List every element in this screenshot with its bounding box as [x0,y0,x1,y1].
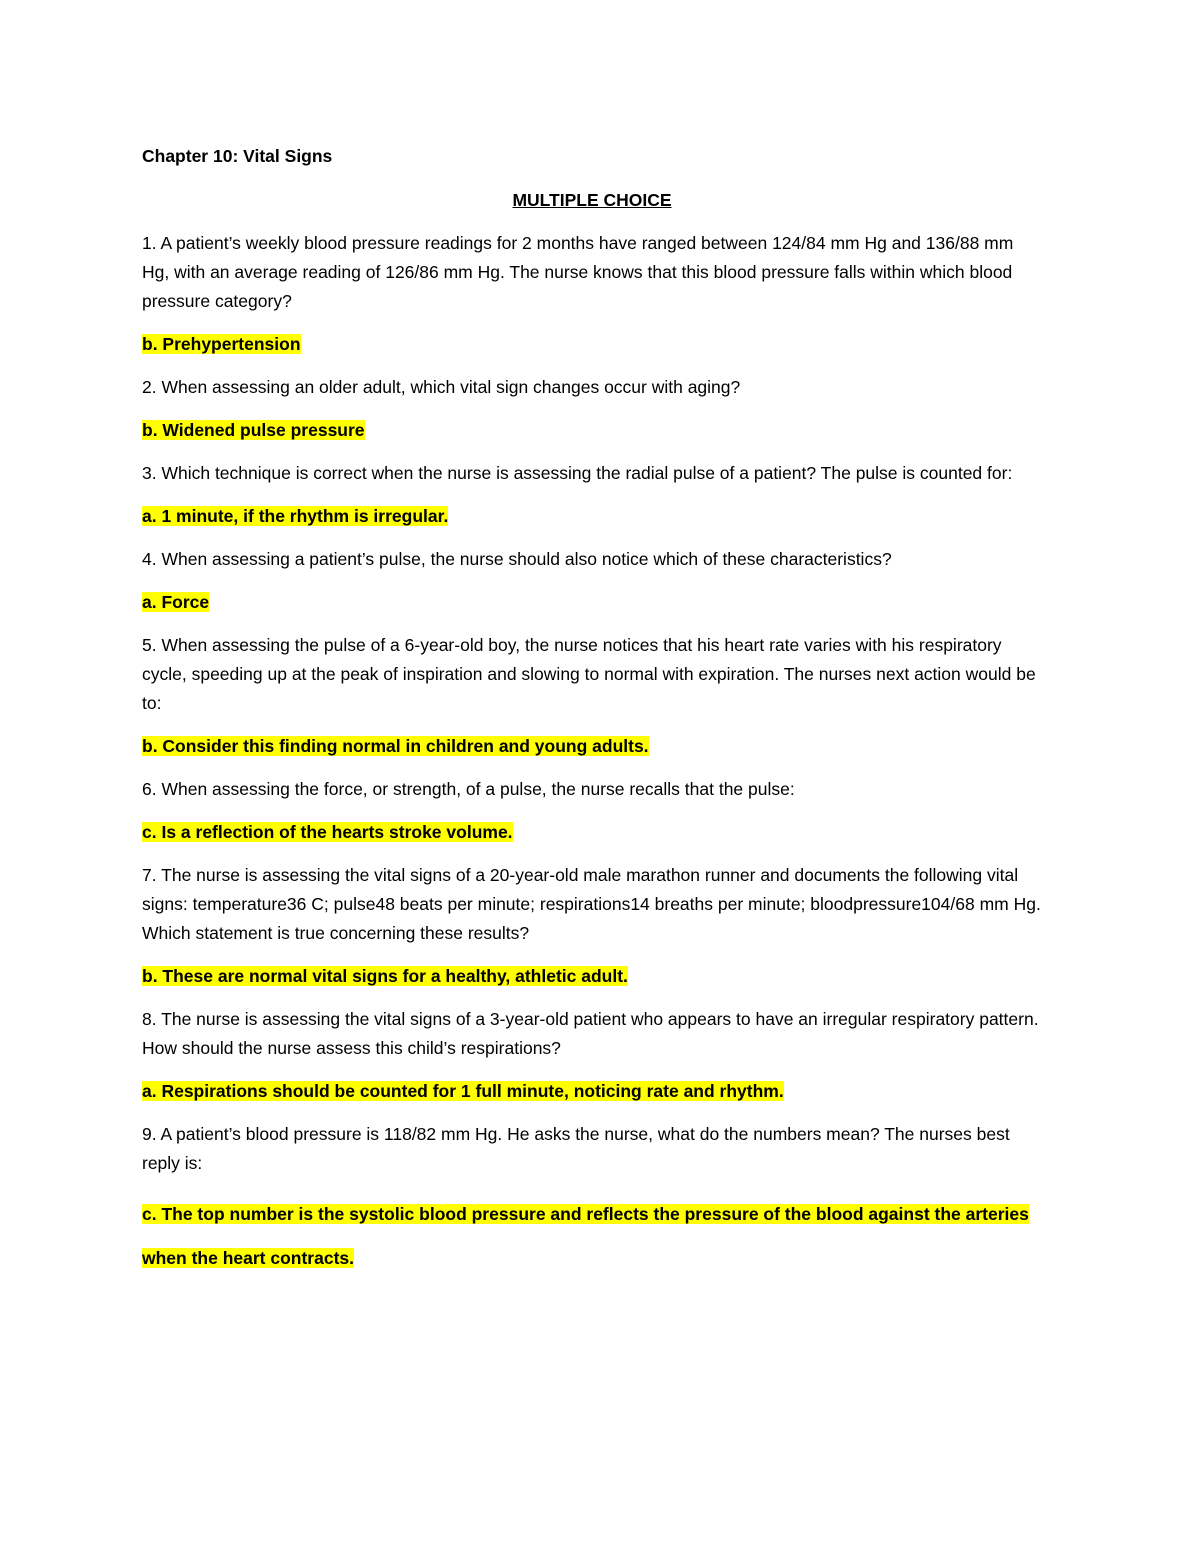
answer-4-text: a. Force [142,592,210,612]
question-1: 1. A patient’s weekly blood pressure readings for 2 months have ranged between 124/84 mm Hg and 136/88 mm Hg, with an average reading of 126/86 mm Hg. The nurse knows that this blood pressure falls within which blood pressure category? [142,233,1014,311]
answer-5 [142,732,1042,761]
answer-2-text: b. Widened pulse pressure [142,420,365,440]
question-8: 8. The nurse is assessing the vital signs of a 3-year-old patient who appears to have an irregular respiratory pattern. How should the nurse assess this child’s respirations? [142,1009,1039,1058]
question-2: 2. When assessing an older adult, which vital sign changes occur with aging? [142,377,741,397]
document-body [142,142,1042,1280]
answer-1-text: b. Prehypertension [142,334,301,354]
answer-3-text: a. 1 minute, if the rhythm is irregular. [142,506,449,526]
answer-2 [142,416,1042,445]
answer-4 [142,588,1042,617]
question-4: 4. When assessing a patient’s pulse, the nurse should also notice which of these characteristics? [142,549,892,569]
answer-6 [142,818,1042,847]
answer-1 [142,330,1042,359]
answer-3 [142,502,1042,531]
answer-7-text: b. These are normal vital signs for a healthy, athletic adult. [142,966,628,986]
answer-5-text: b. Consider this finding normal in children and young adults. [142,736,649,756]
question-9: 9. A patient’s blood pressure is 118/82 mm Hg. He asks the nurse, what do the numbers mean? The nurses best reply is: [142,1124,1010,1173]
answer-7 [142,962,1042,991]
answer-8-text: a. Respirations should be counted for 1 full minute, noticing rate and rhythm. [142,1081,784,1101]
question-5: 5. When assessing the pulse of a 6-year-old boy, the nurse notices that his heart rate varies with his respiratory cycle, speeding up at the peak of inspiration and slowing to normal with expiration. The nurses next action would be to: [142,635,1036,713]
section-heading: MULTIPLE CHOICE [512,190,672,210]
question-3: 3. Which technique is correct when the nurse is assessing the radial pulse of a patient? The pulse is counted for: [142,463,1013,483]
chapter-title: Chapter 10: Vital Signs [142,146,333,166]
question-7: 7. The nurse is assessing the vital signs of a 20-year-old male marathon runner and documents the following vital signs: temperature36 C; pulse48 beats per minute; respirations14 breaths per minute; bloodpressure104/68 mm Hg. Which statement is true concerning these results? [142,865,1041,943]
answer-9-text: c. The top number is the systolic blood pressure and reflects the pressure of the blood against the arteries when the heart contracts. [142,1204,1029,1268]
question-6: 6. When assessing the force, or strength, of a pulse, the nurse recalls that the pulse: [142,779,795,799]
answer-9 [142,1192,1042,1280]
answer-8 [142,1077,1042,1106]
answer-6-text: c. Is a reflection of the hearts stroke volume. [142,822,513,842]
